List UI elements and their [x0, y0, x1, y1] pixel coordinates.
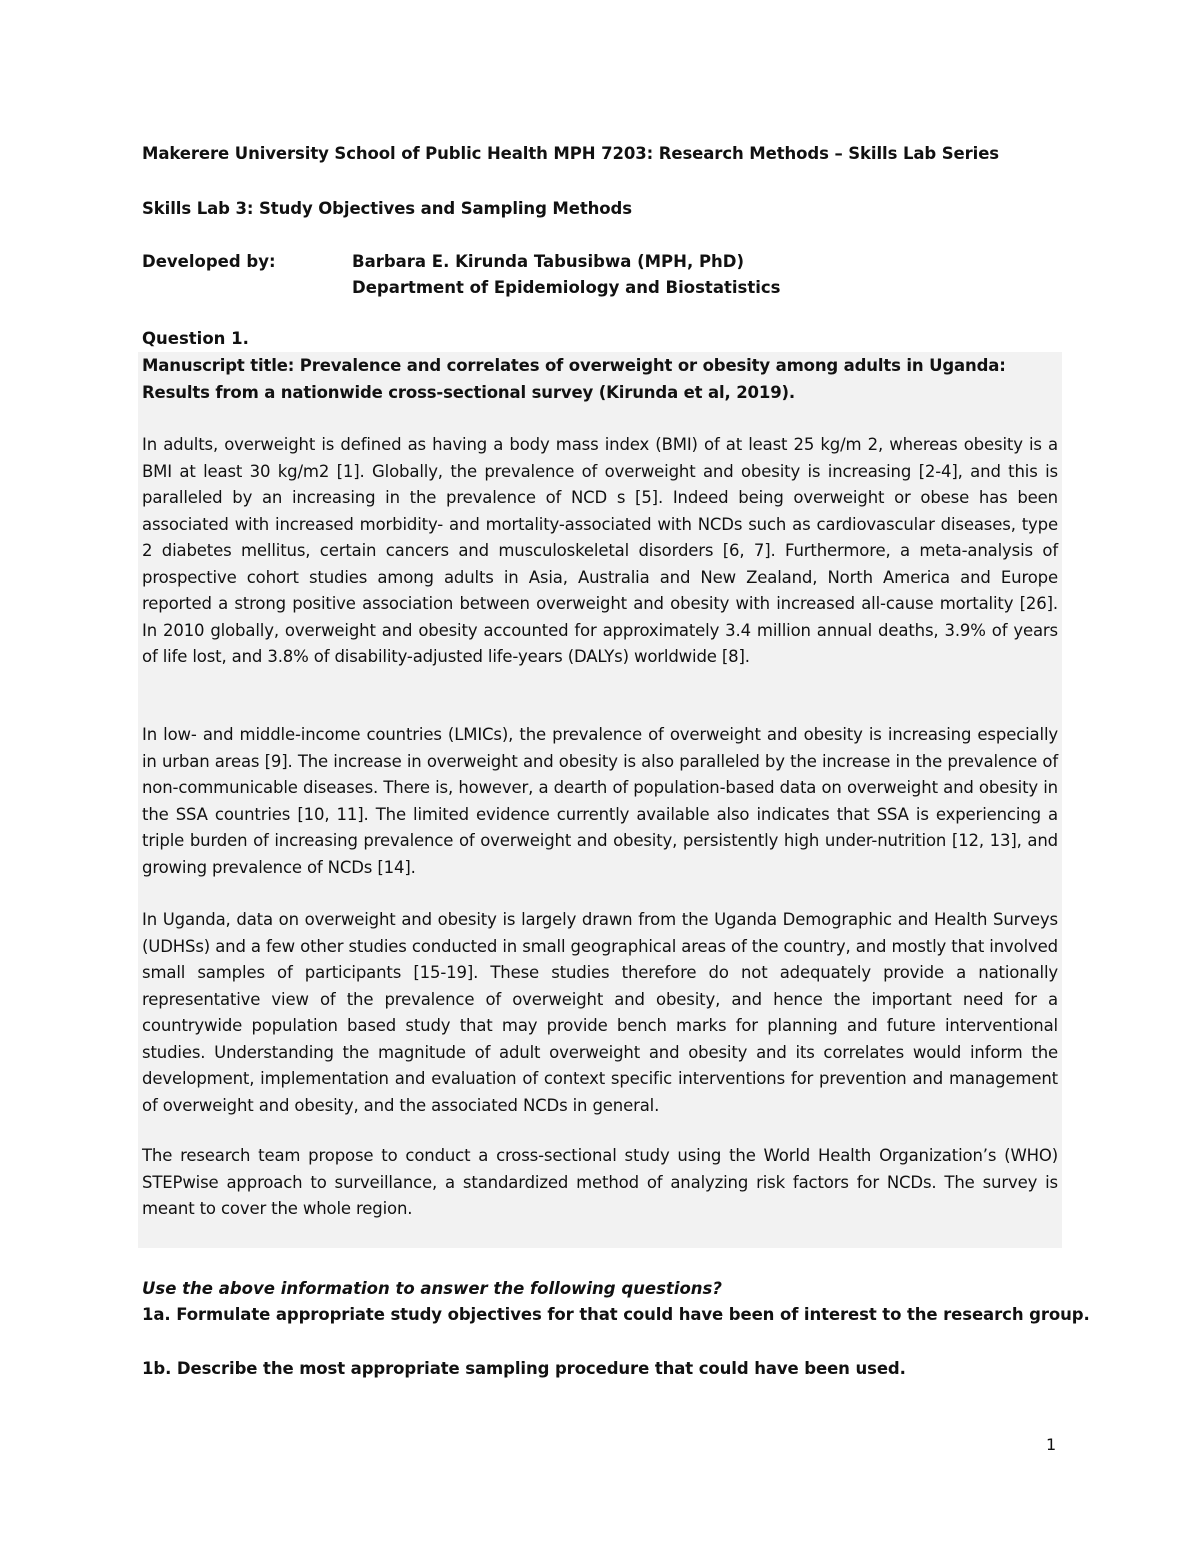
paragraph-4: The research team propose to conduct a cross-sectional study using the World Health Organization’s (WHO) STEPwise approach to surveillance, a standardized method of analyzing risk factors for NCDs. The survey is meant to cover the whole region. [142, 1146, 1058, 1218]
course-title: Makerere University School of Public Health MPH 7203: Research Methods – Skills Lab Series [142, 144, 1000, 163]
developer-name: Barbara E. Kirunda Tabusibwa (MPH, PhD) [352, 252, 745, 271]
paragraph-2: In low- and middle-income countries (LMICs), the prevalence of overweight and obesity is increasing especially in urban areas [9]. The increase in overweight and obesity is also paralleled by the increase in the prevalence of non-communicable diseases. There is, however, a dearth of population-based data on overweight and obesity in the SSA countries [10, 11]. The limited evidence currently available also indicates that SSA is experiencing a triple burden of increasing prevalence of overweight and obesity, persistently high under-nutrition [12, 13], and growing prevalence of NCDs [14]. [142, 725, 1058, 877]
question-label: Question 1. [142, 329, 249, 348]
page-number: 1 [1046, 1435, 1057, 1454]
developed-by-label: Developed by: [142, 252, 276, 271]
manuscript-title: Manuscript title: Prevalence and correlates of overweight or obesity among adults in Uganda: Results from a nationwide cross-sectional survey (Kirunda et al, 2019). [142, 356, 1006, 402]
question-1b: 1b. Describe the most appropriate sampling procedure that could have been used. [142, 1359, 906, 1378]
developer-department: Department of Epidemiology and Biostatistics [352, 278, 781, 297]
instructions-text: Use the above information to answer the following questions? [142, 1279, 722, 1298]
lab-title: Skills Lab 3: Study Objectives and Sampling Methods [142, 199, 632, 218]
question-1a: 1a. Formulate appropriate study objectives for that could have been of interest to the research group. [142, 1305, 1090, 1324]
paragraph-3: In Uganda, data on overweight and obesity is largely drawn from the Uganda Demographic and Health Surveys (UDHSs) and a few other studies conducted in small geographical areas of the country, and mostly that involved small samples of participants [15-19]. These studies therefore do not adequately provide a nationally representative view of the prevalence of overweight and obesity, and hence the important need for a countrywide population based study that may provide bench marks for planning and future interventional studies. Understanding the magnitude of adult overweight and obesity and its correlates would inform the development, implementation and evaluation of context specific interventions for prevention and management of overweight and obesity, and the associated NCDs in general. [142, 910, 1058, 1115]
paragraph-1: In adults, overweight is defined as having a body mass index (BMI) of at least 25 kg/m 2, whereas obesity is a BMI at least 30 kg/m2 [1]. Globally, the prevalence of overweight and obesity is increasing [2-4], and this is paralleled by an increasing in the prevalence of NCD s [5]. Indeed being overweight or obese has been associated with increased morbidity- and mortality-associated with NCDs such as cardiovascular diseases, type 2 diabetes mellitus, certain cancers and musculoskeletal disorders [6, 7]. Furthermore, a meta-analysis of prospective cohort studies among adults in Asia, Australia and New Zealand, North America and Europe reported a strong positive association between overweight and obesity with increased all-cause mortality [26]. In 2010 globally, overweight and obesity accounted for approximately 3.4 million annual deaths, 3.9% of years of life lost, and 3.8% of disability-adjusted life-years (DALYs) worldwide [8]. [142, 435, 1058, 666]
